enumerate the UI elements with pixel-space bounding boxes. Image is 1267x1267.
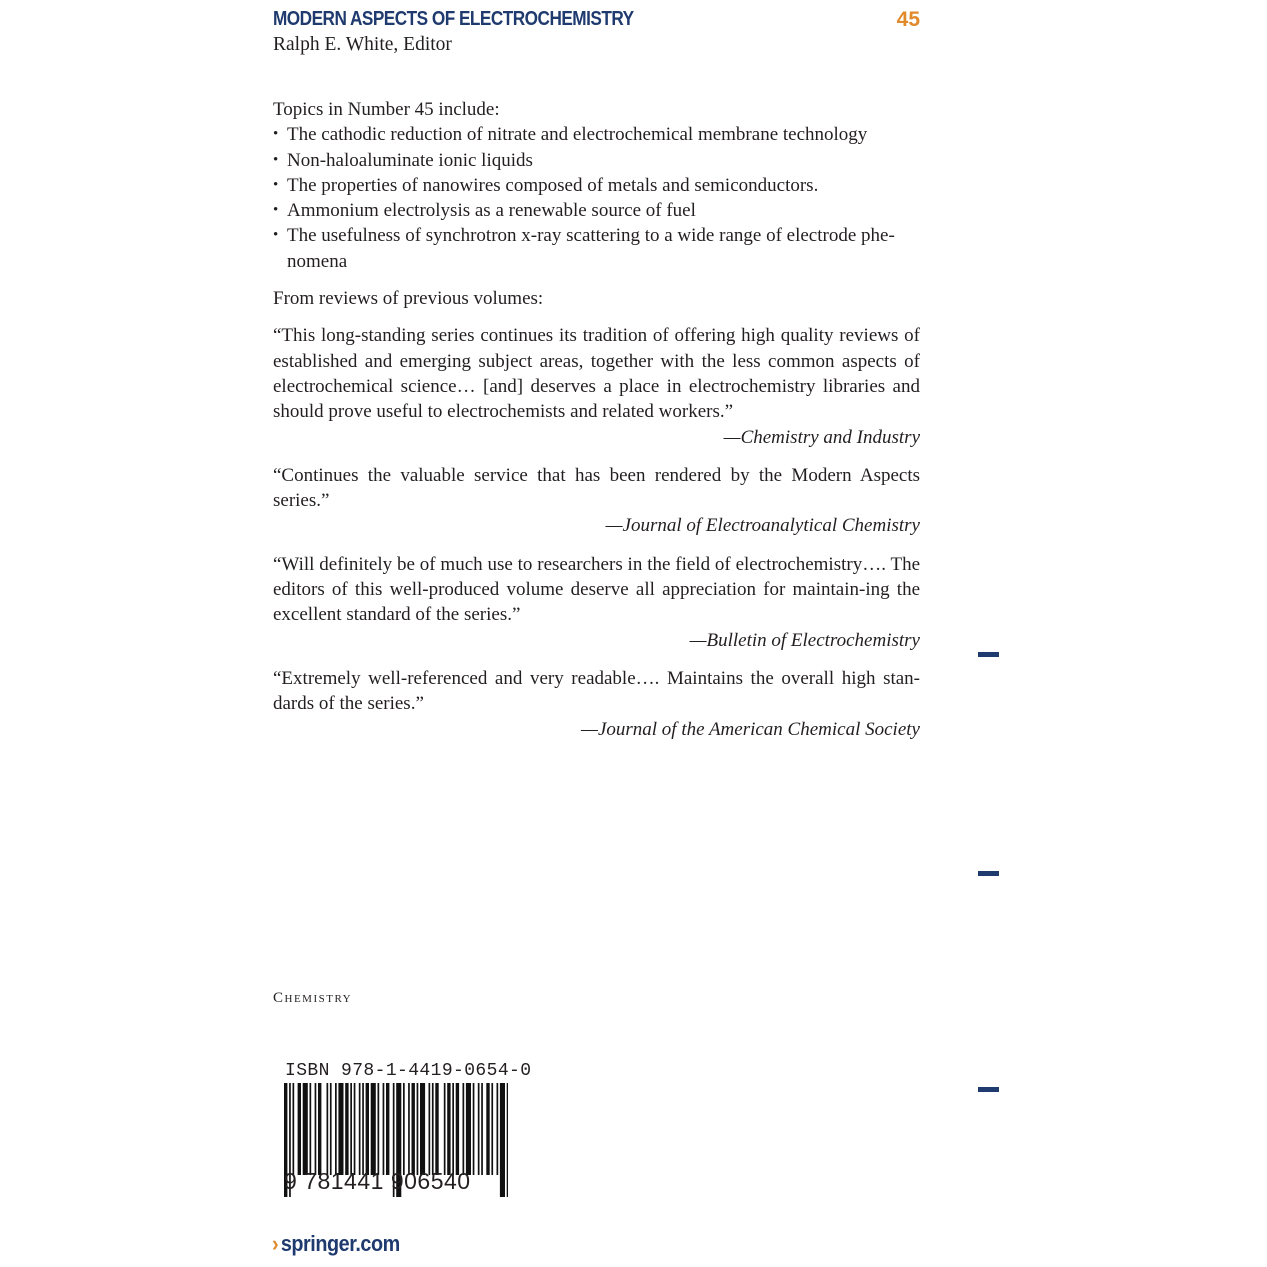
chevron-right-icon: › — [272, 1231, 279, 1256]
review-quote: “This long-standing series continues its tradition of offering high quality reviews of established and emerging subject areas, together with the less common aspects of electrochemical science… [and] deserves a place in electrochemistry libraries and should prove useful to electrochemists and related workers.” — [273, 325, 920, 423]
review-block — [273, 666, 920, 742]
review-block — [273, 463, 920, 539]
back-cover-content — [273, 97, 920, 755]
publisher-url-text: springer.com — [280, 1231, 400, 1256]
review-block — [273, 323, 920, 449]
trim-mark — [978, 1087, 999, 1092]
topic-item: • The usefulness of synchrotron x-ray scattering to a wide range of electrode phe-nomena — [273, 223, 920, 274]
review-quote: “Continues the valuable service that has been rendered by the Modern Aspects series.” — [273, 464, 920, 512]
topic-item: • The properties of nanowires composed of metals and semiconductors. — [273, 173, 920, 198]
volume-number: 45 — [896, 8, 920, 31]
review-quote: “Extremely well-referenced and very readable…. Maintains the overall high stan-dards of the series.” — [273, 667, 920, 715]
topics-list — [273, 122, 920, 274]
review-block — [273, 552, 920, 653]
topic-item: • Ammonium electrolysis as a renewable source of fuel — [273, 198, 920, 223]
review-source: —Journal of Electroanalytical Chemistry — [605, 515, 920, 537]
trim-mark — [978, 871, 999, 876]
topic-item: • The cathodic reduction of nitrate and electrochemical membrane technology — [273, 122, 920, 147]
review-quote: “Will definitely be of much use to researchers in the field of electrochemistry…. The editors of this well-produced volume deserve all appreciation for maintain-ing the excellent standard of the series.” — [273, 553, 920, 626]
reviews-intro: From reviews of previous volumes: — [273, 288, 544, 310]
review-source: —Chemistry and Industry — [723, 426, 920, 448]
category-label: Chemistry — [273, 990, 353, 1006]
publisher-url — [272, 1231, 400, 1257]
series-title: MODERN ASPECTS OF ELECTROCHEMISTRY — [273, 8, 634, 30]
review-source: —Bulletin of Electrochemistry — [689, 629, 920, 651]
editor-line: Ralph E. White, Editor — [273, 34, 452, 55]
barcode-digits: 9 781441 906540 — [284, 1168, 471, 1194]
review-source: —Journal of the American Chemical Society — [581, 718, 920, 740]
isbn-label: ISBN 978-1-4419-0654-0 — [285, 1061, 532, 1081]
topics-intro: Topics in Number 45 include: — [273, 99, 500, 120]
topic-item: • Non-haloaluminate ionic liquids — [273, 148, 920, 173]
trim-mark — [978, 652, 999, 657]
